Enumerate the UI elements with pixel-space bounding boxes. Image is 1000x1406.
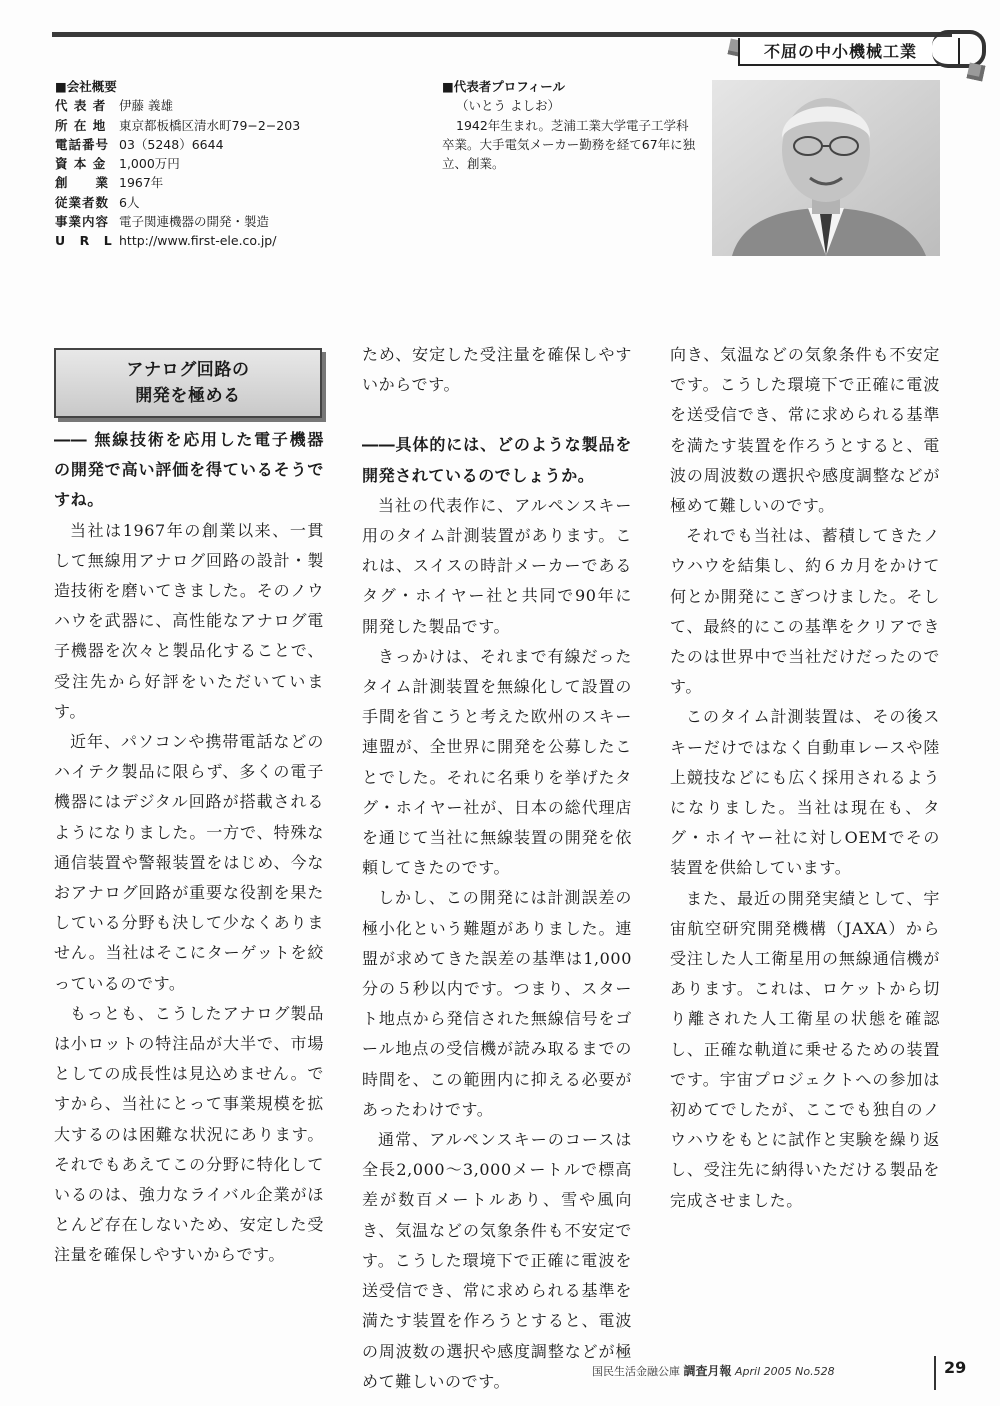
profile-bio: 1942年生まれ。芝浦工業大学電子工学科卒業。大手電気メーカー勤務を経て67年に独立、創業。 (442, 117, 696, 172)
overview-row (55, 96, 385, 115)
profile-heading: ■代表者プロフィール (442, 79, 566, 94)
footer (592, 1362, 835, 1379)
series-title: 不屈の中小機械工業 (764, 42, 918, 61)
company-url: http://www.first-ele.co.jp/ (119, 233, 277, 249)
cube-decoration-icon (967, 63, 986, 82)
company-overview (55, 77, 385, 251)
article-paragraph-continued: ため、安定した受注量を確保しやすいからです。 (362, 345, 632, 395)
overview-value: 03（5248）6644 (119, 136, 224, 152)
overview-value: 伊藤 義雄 (119, 98, 173, 114)
portrait-image (712, 80, 940, 256)
article-paragraph: このタイム計測装置は、その後スキーだけではなく自動車レースや陸上競技などにも広く採用されるようになりました。当社は現在も、タグ・ホイヤー社に対しOEMでその装置を供給しています。 (670, 707, 940, 878)
article-paragraph: 当社の代表作に、アルペンスキー用のタイム計測装置があります。これは、スイスの時計メーカーであるタグ・ホイヤー社と共同で90年に開発した製品です。 (362, 495, 632, 636)
article-column-3 (670, 340, 940, 1216)
overview-label: 電話番号 (55, 136, 110, 152)
overview-row (55, 173, 385, 192)
profile-name-reading: （いとう よしお） (456, 98, 560, 114)
overview-row (55, 231, 385, 250)
overview-label: 資 本 金 (55, 156, 107, 172)
article-paragraph: それでも当社は、蓄積してきたノウハウを結集し、約６カ月をかけて何とか開発にこぎつけました。そして、最終的にこの基準をクリアできたのは世界中で当社だけだったのです。 (670, 526, 940, 697)
overview-value: 1,000万円 (119, 156, 180, 172)
footer-publisher: 国民生活金融公庫 (592, 1365, 680, 1378)
article-paragraph: 通常、アルペンスキーのコースは全長2,000〜3,000メートルで標高差が数百メートルあり、雪や風向き、気温などの気象条件も不安定です。こうした環境下で正確に電波を送受信でき、常に求められる基準を満たす装置を作ろうとすると、電波の周波数の選択や感度調整などが極めて難しいのです。 (362, 1130, 632, 1391)
footer-divider (934, 1356, 936, 1390)
header-curl-ornament (932, 30, 986, 68)
section-heading-line: 開発を極める (135, 386, 241, 406)
page-number: 29 (944, 1358, 967, 1377)
overview-label: 創 業 (55, 175, 110, 191)
overview-row (55, 212, 385, 231)
overview-label: U R L (55, 233, 113, 249)
overview-value: 東京都板橋区清水町79−2−203 (119, 117, 301, 133)
overview-row (55, 116, 385, 135)
article-paragraph: しかし、この開発には計測誤差の極小化という難題がありました。連盟が求めてきた誤差の基準は1,000分の５秒以内です。つまり、スタート地点から発信された無線信号をゴール地点の受信機が読み取るまでの時間を、この範囲内に抑える必要があったわけです。 (362, 888, 632, 1119)
footer-magazine: 調査月報 (683, 1364, 732, 1378)
overview-value: 1967年 (119, 175, 164, 191)
footer-edition: April 2005 No.528 (735, 1365, 835, 1378)
article-paragraph-continued: 向き、気温などの気象条件も不安定です。こうした環境下で正確に電波を送受信でき、常に求められる基準を満たす装置を作ろうとすると、電波の周波数の選択や感度調整などが極めて難しいのです。 (670, 345, 940, 516)
article-column-1 (54, 340, 324, 1265)
article-paragraph: 当社は1967年の創業以来、一貫して無線用アナログ回路の設計・製造技術を磨いてきました。そのノウハウを武器に、高性能なアナログ電子機器を次々と製品化することで、受注先から好評をいただいています。 (54, 520, 324, 721)
overview-row (55, 135, 385, 154)
company-overview-heading: ■会社概要 (55, 79, 117, 94)
representative-photo (712, 80, 940, 256)
article-paragraph: もっとも、こうしたアナログ製品は小ロットの特注品が大半で、市場としての成長性は見込めません。ですから、当社にとって事業規模を拡大するのは困難な状況にあります。それでもあえてこの分野に特化しているのは、強力なライバル企業がほとんど存在しないため、安定した受注量を確保しやすいからです。 (54, 1003, 324, 1265)
article-column-2 (362, 340, 632, 1391)
article-paragraph: きっかけは、それまで有線だったタイム計測装置を無線化して設置の手間を省こうと考えた欧州のスキー連盟が、全世界に開発を公募したことでした。それに名乗りを挙げたタグ・ホイヤー社が、日本の総代理店を通じて当社に無線装置の開発を依頼してきたのです。 (362, 646, 632, 878)
article-paragraph: また、最近の開発実績として、宇宙航空研究開発機構（JAXA）から受注した人工衛星用の無線通信機があります。これは、ロケットから切り離された人工衛星の状態を確認し、正確な軌道に乗せるための装置です。宇宙プロジェクトへの参加は初めてでしたが、ここでも独自のノウハウをもとに試作と実験を繰り返し、受注先に納得いただける製品を完成させました。 (670, 888, 940, 1210)
overview-label: 事業内容 (55, 214, 110, 230)
section-heading (54, 348, 322, 418)
header-rule (52, 32, 952, 37)
section-heading-line: アナログ回路の (126, 360, 250, 380)
overview-row (55, 154, 385, 173)
overview-row (55, 193, 385, 212)
series-title-box (738, 38, 960, 66)
interview-question: ―― 無線技術を応用した電子機器の開発で高い評価を得ているそうですね。 (54, 430, 324, 510)
overview-value: 電子関連機器の開発・製造 (119, 214, 270, 230)
representative-profile (442, 77, 697, 173)
overview-label: 所 在 地 (55, 117, 107, 133)
overview-label: 従業者数 (55, 194, 110, 210)
overview-value: 6人 (119, 194, 140, 210)
overview-label: 代 表 者 (55, 98, 107, 114)
article-paragraph: 近年、パソコンや携帯電話などのハイテク製品に限らず、多くの電子機器にはデジタル回路が搭載されるようになりました。一方で、特殊な通信装置や警報装置をはじめ、今なおアナログ回路が重要な役割を果たしている分野も決して少なくありません。当社はそこにターゲットを絞っているのです。 (54, 732, 324, 993)
interview-question: ――具体的には、どのような製品を開発されているのでしょうか。 (362, 435, 632, 485)
spacer (362, 400, 632, 430)
